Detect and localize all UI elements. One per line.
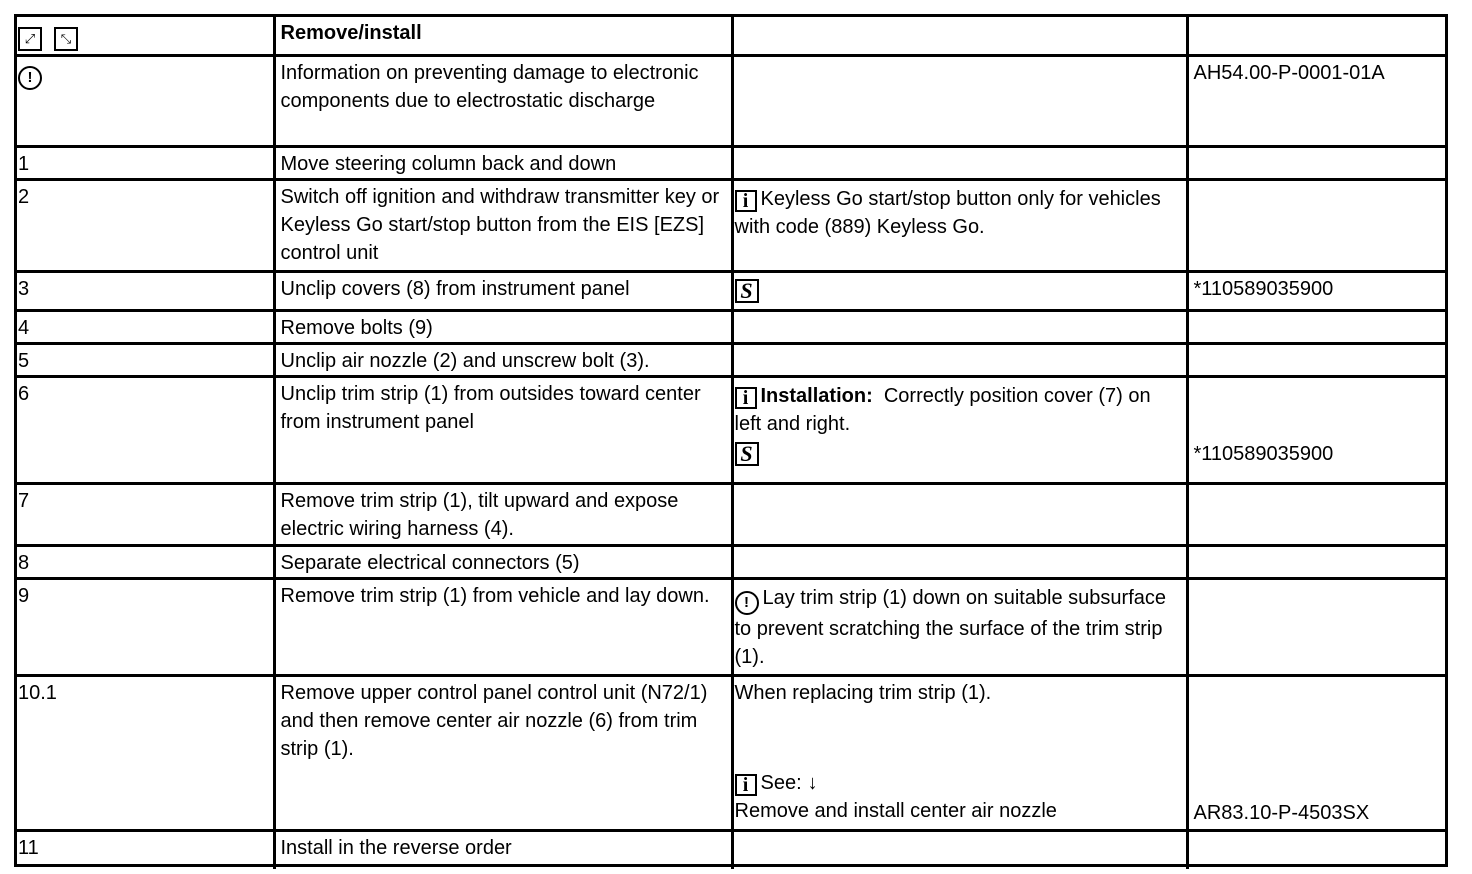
reference-cell [1187, 146, 1445, 179]
table-row [17, 55, 1445, 146]
expand-all-icon[interactable]: ⤢ [18, 27, 42, 51]
info-icon: i [735, 190, 757, 212]
header-ref-cell [1187, 17, 1445, 55]
collapse-all-icon[interactable]: ⤡ [54, 27, 78, 51]
step-number: 4 [17, 310, 274, 343]
step-text: Remove upper control panel control unit (N72/1) and then remove center air nozzle (6) from trim strip (1). [274, 675, 732, 830]
step-number: 9 [17, 578, 274, 675]
reference-cell [1187, 343, 1445, 376]
table-row [17, 376, 1445, 483]
table-row [17, 675, 1445, 830]
down-arrow-icon: ↓ [807, 771, 818, 794]
table-row [17, 271, 1445, 310]
header-row [17, 17, 1445, 55]
reference-link[interactable]: AR83.10-P-4503SX [1193, 801, 1370, 824]
procedure-sheet [14, 14, 1448, 867]
step-text: Separate electrical connectors (5) [274, 545, 732, 578]
reference-cell [1187, 179, 1445, 271]
step-text: Remove trim strip (1) from vehicle and lay down. [274, 578, 732, 675]
note-cell [732, 271, 1187, 310]
header-notes-cell [732, 17, 1187, 55]
see-label: See: [760, 771, 802, 794]
step-number: 3 [17, 271, 274, 310]
step-text: Install in the reverse order [274, 830, 732, 869]
step-cell [17, 55, 274, 146]
note-cell [732, 483, 1187, 545]
special-tool-icon[interactable]: S [735, 279, 759, 303]
note-cell [732, 830, 1187, 869]
warning-icon: ! [18, 66, 42, 90]
note-cell [732, 179, 1187, 271]
table-row [17, 179, 1445, 271]
step-text: Unclip trim strip (1) from outsides toward center from instrument panel [274, 376, 732, 483]
reference-cell [1187, 675, 1445, 830]
step-text: Unclip air nozzle (2) and unscrew bolt (3). [274, 343, 732, 376]
note-cell [732, 146, 1187, 179]
note-cell [732, 545, 1187, 578]
tool-number-link[interactable]: *110589035900 [1193, 442, 1334, 465]
special-tool-icon[interactable]: S [735, 442, 759, 466]
reference-cell [1187, 830, 1445, 869]
see-link[interactable]: Remove and install center air nozzle [734, 799, 1057, 822]
table-row [17, 578, 1445, 675]
info-icon: i [735, 774, 757, 796]
step-text: Unclip covers (8) from instrument panel [274, 271, 732, 310]
header-icons-cell [17, 17, 274, 55]
info-icon: i [735, 387, 757, 409]
step-number: 8 [17, 545, 274, 578]
note-text: Lay trim strip (1) down on suitable subsurface to prevent scratching the surface of the trim strip (1). [734, 586, 1167, 668]
step-number: 6 [17, 376, 274, 483]
note-cell [732, 376, 1187, 483]
step-number: 5 [17, 343, 274, 376]
step-number: 7 [17, 483, 274, 545]
procedure-table [17, 17, 1445, 869]
header-title: Remove/install [274, 17, 732, 55]
step-number: 11 [17, 830, 274, 869]
reference-link[interactable]: AH54.00-P-0001-01A [1187, 55, 1445, 146]
note-text: When replacing trim strip (1). [734, 681, 992, 704]
reference-cell [1187, 545, 1445, 578]
note-cell [732, 675, 1187, 830]
note-text: Keyless Go start/stop button only for vehicles with code (889) Keyless Go. [734, 187, 1161, 238]
note-spacer [735, 707, 1183, 769]
table-row [17, 483, 1445, 545]
step-number: 2 [17, 179, 274, 271]
step-text: Remove bolts (9) [274, 310, 732, 343]
warning-icon: ! [735, 591, 759, 615]
tool-number-link[interactable]: *110589035900 [1187, 271, 1445, 310]
step-text: Switch off ignition and withdraw transmitter key or Keyless Go start/stop button from the EIS [EZS] control unit [274, 179, 732, 271]
step-text: Information on preventing damage to electronic components due to electrostatic discharge [274, 55, 732, 146]
note-cell [732, 55, 1187, 146]
reference-cell [1187, 578, 1445, 675]
reference-cell [1187, 376, 1445, 483]
table-row [17, 343, 1445, 376]
reference-cell [1187, 310, 1445, 343]
note-label: Installation: [760, 384, 873, 407]
reference-cell [1187, 483, 1445, 545]
note-cell [732, 310, 1187, 343]
step-text: Move steering column back and down [274, 146, 732, 179]
step-text: Remove trim strip (1), tilt upward and expose electric wiring harness (4). [274, 483, 732, 545]
note-cell [732, 343, 1187, 376]
table-row [17, 545, 1445, 578]
note-cell [732, 578, 1187, 675]
step-number: 10.1 [17, 675, 274, 830]
table-row [17, 146, 1445, 179]
table-row [17, 310, 1445, 343]
step-number: 1 [17, 146, 274, 179]
note-text: Correctly position cover (7) on left and right. [734, 384, 1151, 435]
table-row [17, 830, 1445, 869]
